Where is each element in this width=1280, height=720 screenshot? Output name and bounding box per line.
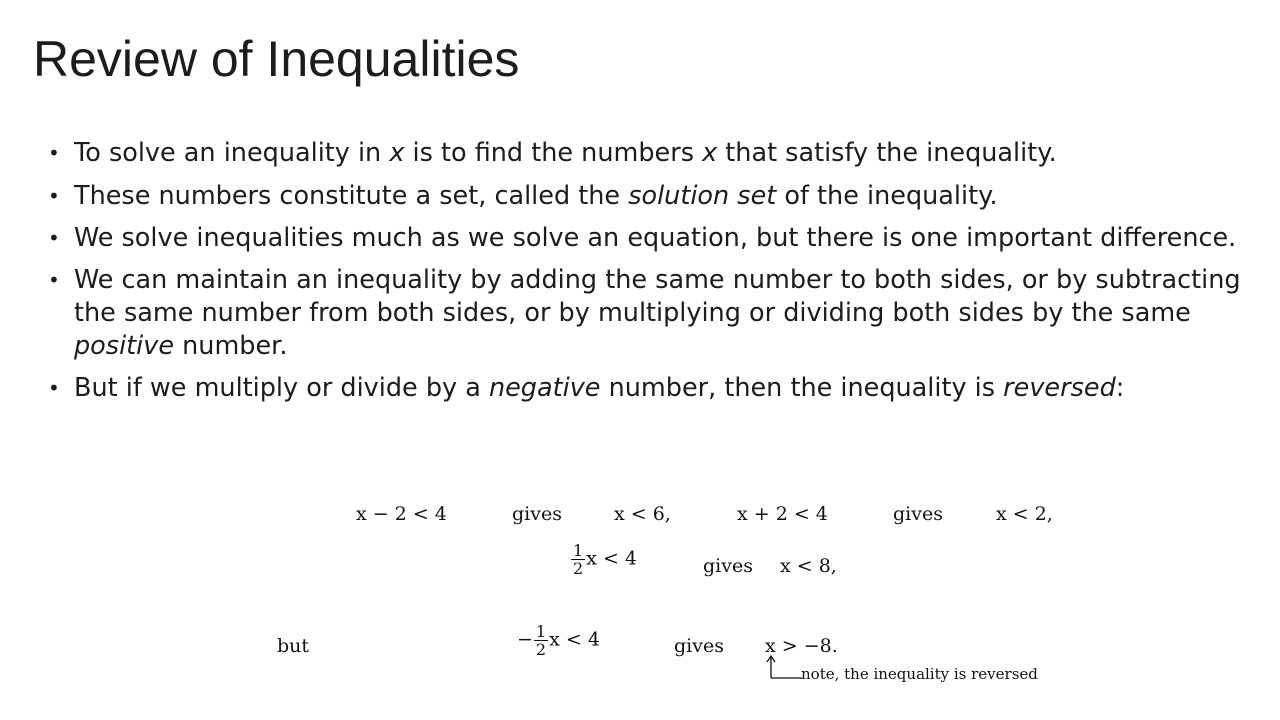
- fraction-numerator: 1: [573, 541, 584, 560]
- minus-sign: −: [517, 628, 533, 651]
- arrow-icon: [764, 654, 804, 684]
- bullet-list: [48, 136, 1248, 414]
- emphasis-text: solution set: [628, 181, 777, 211]
- bullet-text: number, then the inequality is: [600, 373, 1004, 403]
- bullet-text: number.: [174, 331, 288, 361]
- math-expression: x − 2 < 4: [356, 503, 447, 525]
- math-result: x < 2,: [996, 503, 1053, 525]
- reversal-note: note, the inequality is reversed: [801, 665, 1038, 683]
- math-gives-label: gives: [512, 503, 562, 525]
- fraction-denominator: 2: [573, 559, 584, 578]
- bullet-text: To solve an inequality in: [74, 138, 390, 168]
- math-but-label: but: [277, 635, 310, 657]
- math-result: x < 8,: [780, 555, 837, 577]
- math-gives-label: gives: [674, 635, 724, 657]
- bullet-text: of the inequality.: [776, 181, 998, 211]
- bullet-item: [48, 264, 1248, 363]
- bullet-text: :: [1115, 373, 1125, 403]
- math-gives-label: gives: [893, 503, 943, 525]
- fraction: [534, 623, 548, 658]
- bullet-text: These numbers constitute a set, called the: [74, 181, 629, 211]
- fraction-numerator: 1: [535, 622, 547, 641]
- math-fraction-expression: [517, 623, 600, 658]
- bullet-text: that satisfy the inequality.: [717, 138, 1057, 168]
- bullet-item: [48, 179, 1248, 213]
- math-expression: x < 4: [549, 628, 600, 651]
- bullet-item: [48, 136, 1248, 170]
- math-gives-label: gives: [703, 555, 753, 577]
- math-expression: x < 4: [586, 547, 637, 570]
- math-result: x < 6,: [614, 503, 671, 525]
- fraction-denominator: 2: [535, 640, 547, 659]
- bullet-item: [48, 372, 1248, 405]
- bullet-text: We can maintain an inequality by adding the same number to both sides, or by subtracting the same number from both sides, or by multiplying or dividing both sides by the same: [74, 265, 1241, 328]
- emphasis-text: positive: [74, 331, 175, 361]
- bullet-text: But if we multiply or divide by a: [74, 373, 489, 403]
- bullet-text: is to find the numbers: [404, 138, 703, 168]
- bullet-text: We solve inequalities much as we solve an equation, but there is one important difference.: [74, 223, 1237, 253]
- bullet-item: [48, 222, 1248, 255]
- math-fraction-expression: [570, 542, 637, 577]
- emphasis-text: reversed: [1003, 373, 1116, 403]
- math-result: x > −8.: [765, 635, 838, 657]
- variable-x: x: [702, 138, 718, 168]
- fraction: [571, 542, 585, 577]
- emphasis-text: negative: [488, 373, 601, 403]
- math-expression: x + 2 < 4: [737, 503, 828, 525]
- slide-title: Review of Inequalities: [33, 31, 520, 87]
- variable-x: x: [389, 138, 405, 168]
